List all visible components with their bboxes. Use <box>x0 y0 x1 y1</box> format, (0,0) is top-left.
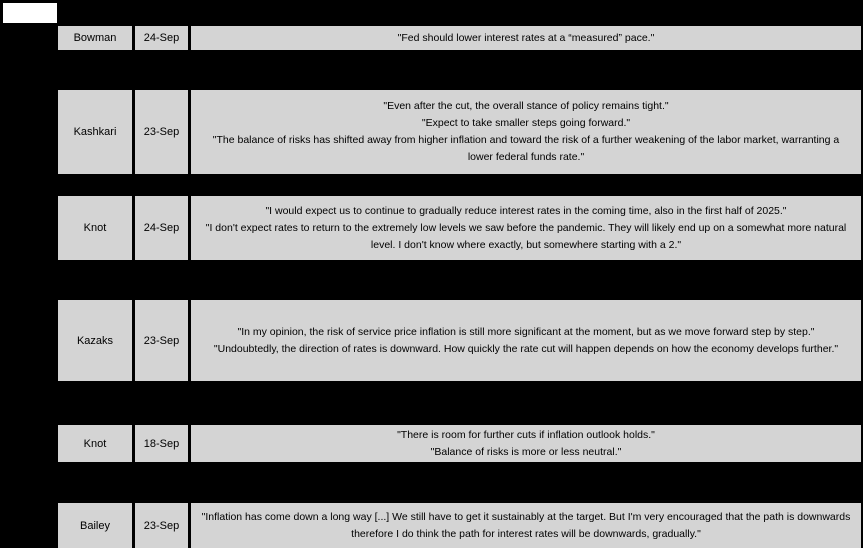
quote-line: "There is room for further cuts if inflation outlook holds." <box>397 428 655 441</box>
quote-cell <box>191 300 861 381</box>
speaker-cell: Kazaks <box>58 300 132 381</box>
quote-cell <box>191 196 861 260</box>
quote-cell <box>191 26 861 50</box>
quote-line: "Fed should lower interest rates at a “measured” pace." <box>397 31 655 44</box>
date-cell: 24-Sep <box>135 26 188 50</box>
quote-cell <box>191 90 861 174</box>
table-row <box>58 196 861 260</box>
quote-line: "Expect to take smaller steps going forward." <box>421 117 631 129</box>
table-row <box>58 26 861 50</box>
speaker-cell: Knot <box>58 425 132 462</box>
date-cell: 23-Sep <box>135 503 188 548</box>
speaker-cell: Knot <box>58 196 132 260</box>
quote-line: "The balance of risks has shifted away from higher inflation and toward the risk of a further weakening of the labor market, warranting a lower federal funds rate." <box>212 134 840 163</box>
date-cell: 23-Sep <box>135 300 188 381</box>
date-cell: 18-Sep <box>135 425 188 462</box>
quote-cell <box>191 503 861 548</box>
speaker-cell: Bailey <box>58 503 132 548</box>
date-cell: 24-Sep <box>135 196 188 260</box>
table-row <box>58 425 861 462</box>
table-row <box>58 90 861 174</box>
quote-line: "Undoubtedly, the direction of rates is downward. How quickly the rate cut will happen depends on how the economy develops further." <box>213 342 839 355</box>
quote-line: "In my opinion, the risk of service price inflation is still more significant at the moment, but as we move forward step by step." <box>237 325 815 338</box>
quote-line: "Inflation has come down a long way [...] We still have to get it sustainably at the target. But I'm very encouraged that the path is downwards therefore I do think the path for interest rates will be downwards, gradually." <box>201 510 851 540</box>
quote-line: "Balance of risks is more or less neutral." <box>430 445 622 458</box>
blank-corner-box <box>3 3 57 23</box>
speaker-cell: Bowman <box>58 26 132 50</box>
quote-line: "I don't expect rates to return to the extremely low levels we saw before the pandemic. They will likely end up on a somewhat more natural level. I don't know where exactly, but somewhere starting with a 2." <box>205 221 847 251</box>
table-row <box>58 503 861 548</box>
speaker-cell: Kashkari <box>58 90 132 174</box>
table-row <box>58 300 861 381</box>
quote-cell <box>191 425 861 462</box>
date-cell: 23-Sep <box>135 90 188 174</box>
quote-line: "Even after the cut, the overall stance of policy remains tight." <box>383 100 669 112</box>
quote-line: "I would expect us to continue to gradually reduce interest rates in the coming time, also in the first half of 2025." <box>265 204 787 217</box>
